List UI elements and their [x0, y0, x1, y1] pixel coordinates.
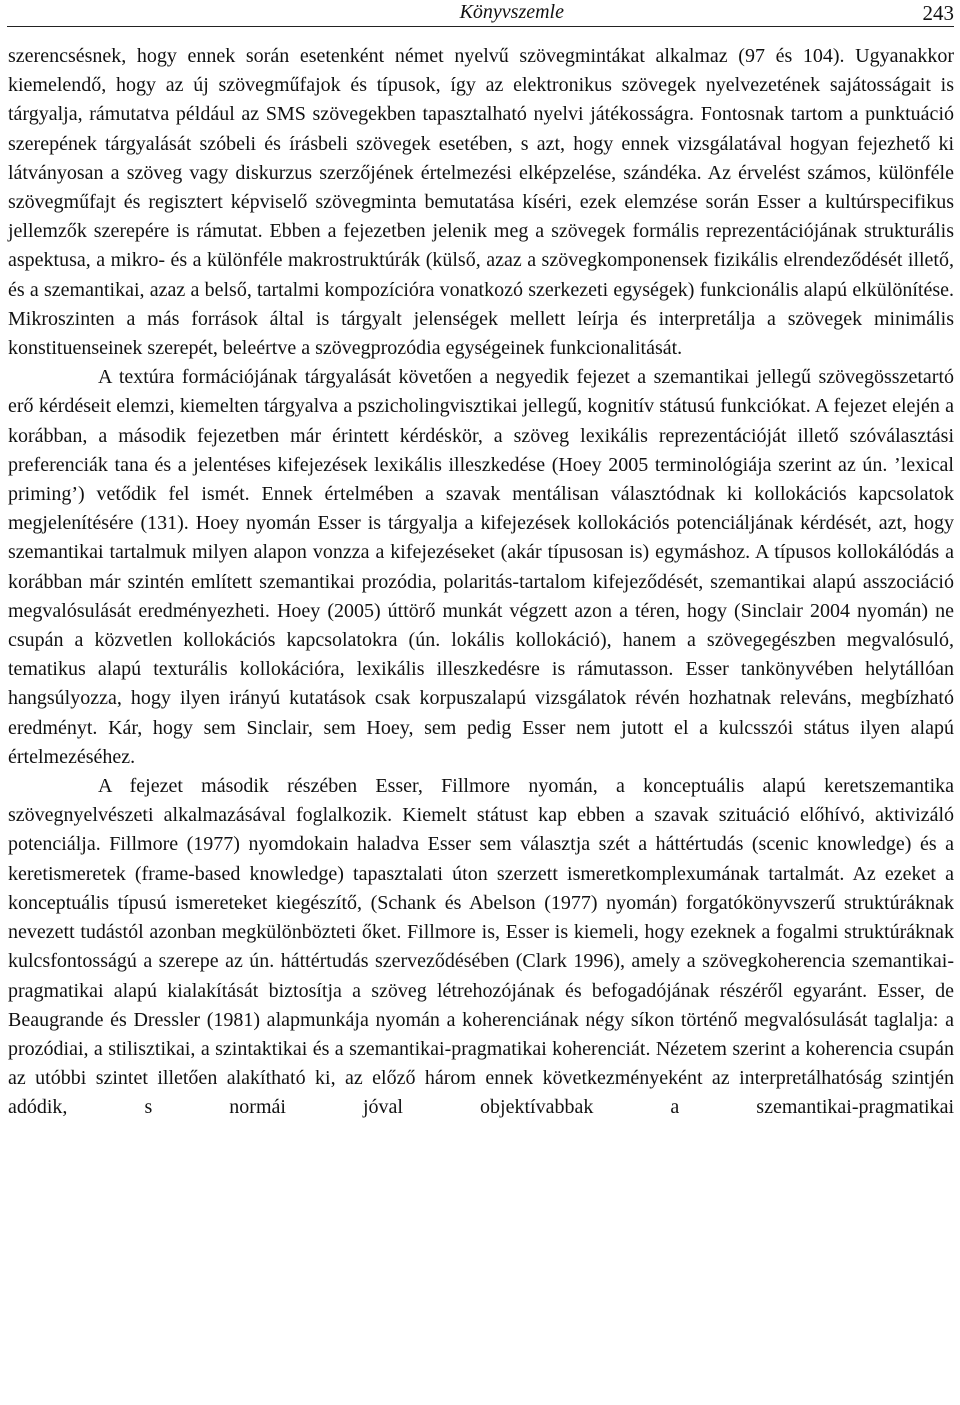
journal-title: Könyvszemle [459, 1, 564, 23]
page-number: 243 [922, 1, 954, 25]
body-text [8, 42, 954, 1123]
paragraph-3: A fejezet második részében Esser, Fillmore nyomán, a konceptuális alapú keretszemantika szövegnyelvészeti alkalmazásával foglalkozik. Kiemelt státust kap ebben a szavak szituáció előhívó, aktivizáló potenciálja. Fillmore (1977) nyomdokain haladva Esser sem választja szét a háttértudás (scenic knowledge) és a keretismeretek (frame-based knowledge) tapasztalati úton szerzett ismeretkomplexumának tartalmát. Az ezeket a konceptuális típusú ismereteket kiegészítő, (Schank és Abelson (1977) nyomán) forgatókönyvszerű struktúráknak nevezett tudástól azonban megkülönbözteti őket. Fillmore is, Esser is kiemeli, hogy ezeknek a fogalmi struktúráknak kulcsfontosságú a szerepe az ún. háttértudás szerveződésében (Clark 1996), amely a szövegkoherencia szemantikai-pragmatikai alapú kialakítását biztosítja a szöveg létrehozójának és befogadójának részéről egyaránt. Esser, de Beaugrande és Dressler (1981) alapmunkája nyomán a koherenciának négy síkon történő megvalósulását taglalja: a prozódiai, a stilisztikai, a szintaktikai és a szemantikai-pragmatikai koherenciát. Nézetem szerint a koherencia csupán az utóbbi szintet illetően alakítható ki, az előző három ennek következményeként az interpretálhatóság szintjén adódik, s normái jóval objektívabbak a szemantikai-pragmatikai [8, 775, 954, 1119]
paragraph-1: szerencsésnek, hogy ennek során esetenként német nyelvű szövegmintákat alkalmaz (97 és 104). Ugyanakkor kiemelendő, hogy az új szövegműfajok és típusok, így az elektronikus szövegek nyelvezetének sajátosságait is tárgyalja, rámutatva például az SMS szövegekben tapasztalható nyelvi játékosságra. Fontosnak tartom a punktuáció szerepének tárgyalását szóbeli és írásbeli szövegek esetében, s azt, hogy ennek vizsgálatával hogyan fejezhető ki látványosan a szöveg vagy diskurzus szerzőjének értelmezési elképzelése, szándéka. Az érvelést számos, különféle szövegműfajt és regisztert képviselő szövegminta bemutatása kíséri, ezek elemzése során Esser a kultúrspecifikus jellemzők szerepére is rámutat. Ebben a fejezetben jelenik meg a szövegek formális reprezentációjának strukturális aspektusa, a mikro- és a különféle makrostruktúrák (külső, azaz a szövegkomponensek fizikális elrendeződését illető, és a szemantikai, azaz a belső, tartalmi kompozícióra vonatkozó szerkezeti egységek) funkcionális alapú elkülönítése. Mikroszinten a más források által is tárgyalt jelenségek mellett leírja és interpretálja a szövegek minimális konstituenseinek szerepét, beleértve a szövegprozódia egységeinek funkcionalitását. [8, 45, 954, 360]
paragraph-2: A textúra formációjának tárgyalását követően a negyedik fejezet a szemantikai jellegű szövegösszetartó erő kérdéseit elemzi, kiemelten tárgyalva a pszicholingvisztikai jellegű, kognitív státusú funkciókat. A fejezet elején a korábban, a második fejezetben már érintett kérdéskör, a szöveg lexikális reprezentációját illető szóválasztási preferenciák tana és a jelentéses kifejezések lexikális illeszkedése (Hoey 2005 terminológiája szerint az ún. ’lexical priming’) vetődik fel ismét. Ennek értelmében a szavak mentálisan választódnak ki kollokációs kapcsolatok megjelenítésére (131). Hoey nyomán Esser is tárgyalja a kifejezések kollokációs potenciáljának kérdését, azt, hogy szemantikai tartalmuk milyen alapon vonzza a kifejezéseket (akár típusosan is) egymáshoz. A típusos kollokálódás a korábban már szintén említett szemantikai prozódia, polaritás-tartalom kifejeződését, szemantikai alapú asszociáció megvalósulását eredményezheti. Hoey (2005) úttörő munkát végzett azon a téren, hogy (Sinclair 2004 nyomán) ne csupán a közvetlen kollokációs kapcsolatokra (ún. lokális kollokáció), hanem a szövegegészben megvalósuló, tematikus alapú texturális kollokációra, lexikális illeszkedésre is rámutasson. Esser tankönyvében helytállóan hangsúlyozza, hogy ilyen irányú kutatások csak korpuszalapú vizsgálatok révén hozhatnak releváns, megbízható eredményt. Kár, hogy sem Sinclair, sem Hoey, sem pedig Esser nem jutott el a kulcsszói státus ilyen alapú értelmezéséhez. [8, 366, 954, 768]
book-page [8, 0, 954, 1123]
running-header [7, 0, 954, 27]
